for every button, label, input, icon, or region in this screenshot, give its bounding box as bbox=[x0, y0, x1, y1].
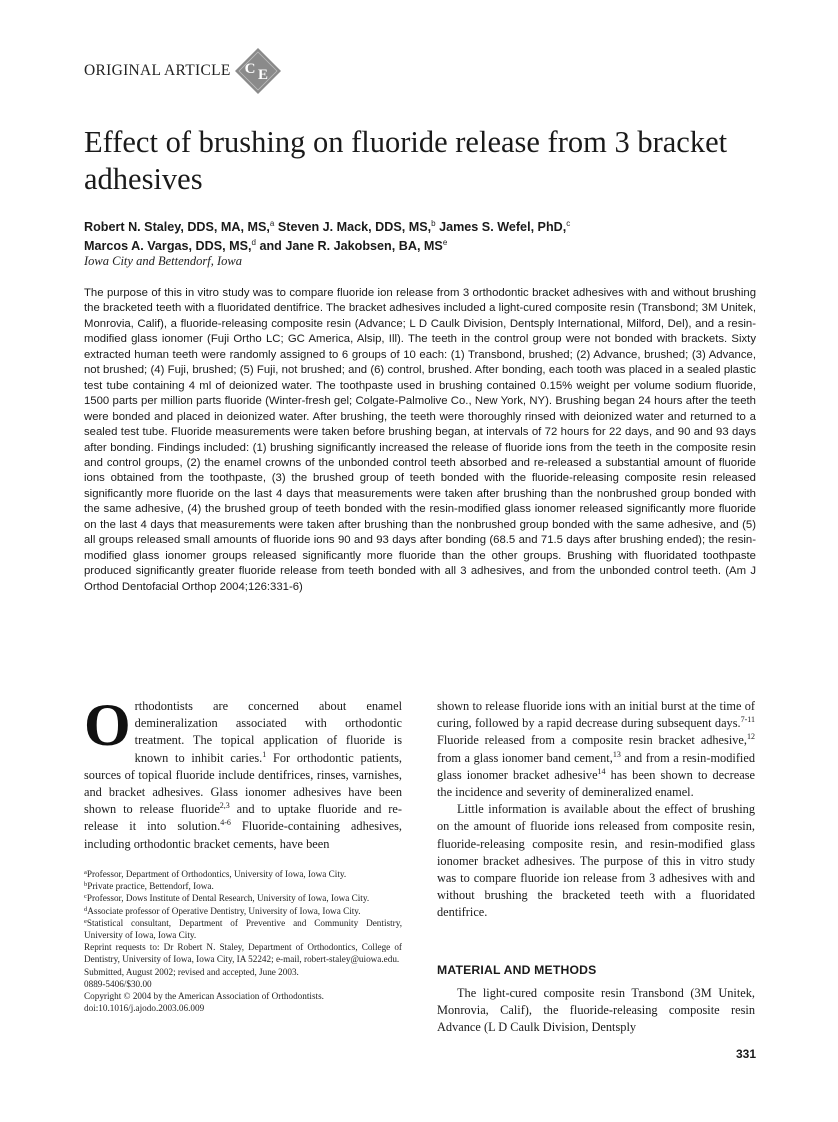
author-staley: Robert N. Staley, DDS, MA, MS, bbox=[84, 220, 270, 234]
doi-link[interactable]: doi:10.1016/j.ajodo.2003.06.009 bbox=[84, 1003, 205, 1014]
body-text: For orthodontic patients, sources of topical fluoride include dentifrices, rinses, varnishes, and bracket adhesives. Glass ionomer adhesives have been shown to release fluoride bbox=[84, 750, 402, 817]
methods-column bbox=[437, 985, 755, 1037]
right-column bbox=[437, 698, 755, 922]
reference-mark: 14 bbox=[597, 766, 606, 776]
abstract: The purpose of this in vitro study was to compare fluoride ion release from 3 orthodontic bracket adhesives with and without brushing the bracketed teeth with a fluoridated dentifrice. The bracket adhesives included a light-cured composite resin (Transbond; 3M Unitek, Monrovia, Calif), a fluoride-releasing composite resin (Advance; L D Caulk Division, Dentsply International, Milford, Del), and a resin-modified glass ionomer (Fuji Ortho LC; GC America, Alsip, Ill). The teeth in the control group were not bonded with brackets. Sixty extracted human teeth were randomly assigned to 6 groups of 10 each: (1) Transbond, brushed; (2) Advance, brushed; (3) Advance, not brushed; (4) Fuji, brushed; (5) Fuji, not brushed; and (6) control, brushed. After bonding, each tooth was placed in a sealed plastic test tube containing 4 ml of deionized water. The toothpaste used in brushing contained 0.15% weight per volume sodium fluoride, 1500 parts per million parts fluoride (Winter-fresh gel; Colgate-Palmolive Co., New York, NY). Brushing began 24 hours after the teeth were bonded and placed in deionized water. After brushing, the teeth were thoroughly rinsed with deionized water and returned to a sealed test tube. Fluoride measurements were taken before brushing began, at intervals of 72 hours for 22 days, and 90 and 93 days after bonding. Findings included: (1) brushing significantly increased the release of fluoride ions from the teeth in the composite resin and control groups, (2) the enamel crowns of the unbonded control teeth absorbed and re-released a substantial amount of fluoride ions obtained from the toothpaste, (3) the brushed group of teeth bonded with the fluoride-releasing composite resin released significantly more fluoride on the last 4 days that measurements were taken after brushing than the nonbrushed group bonded with the same adhesive, (4) the brushed group of teeth bonded with the resin-modified glass ionomer released significantly more fluoride on the last 4 days that measurements were taken after brushing than the nonbrushed group bonded with the same adhesive, and (5) all groups released small amounts of fluoride ions 90 and 93 days after bonding (68.5 and 71.5 days after brushing ended); the resin-modified glass ionomer groups released significantly more fluoride than the other groups. Brushing with fluoridated toothpaste produced significantly greater fluoride release from teeth bonded with all 3 adhesives, and from the unbonded control teeth. (Am J Orthod Dentofacial Orthop 2004;126:331-6) bbox=[84, 287, 756, 593]
submission-dates: Submitted, August 2002; revised and accepted, June 2003. bbox=[84, 966, 299, 977]
ce-badge bbox=[233, 46, 283, 96]
footnote-e bbox=[84, 917, 402, 941]
reference-mark: 4-6 bbox=[220, 818, 231, 828]
affiliation-mark: c bbox=[566, 219, 571, 228]
footnote-b bbox=[84, 880, 402, 892]
reference-mark: 2,3 bbox=[219, 801, 230, 811]
affiliation-mark: e bbox=[442, 237, 448, 247]
reference-mark: 7-11 bbox=[740, 715, 755, 725]
author-jakobsen: and Jane R. Jakobsen, BA, MS bbox=[255, 238, 443, 253]
reference-mark: 1 bbox=[262, 749, 267, 759]
copyright: Copyright © 2004 by the American Association of Orthodontists. bbox=[84, 991, 324, 1002]
reference-mark: 13 bbox=[612, 749, 621, 759]
reference-mark: 12 bbox=[747, 732, 755, 742]
section-heading-methods: MATERIAL AND METHODS bbox=[437, 963, 597, 977]
author-wefel: James S. Wefel, PhD, bbox=[435, 220, 567, 234]
author-location: Iowa City and Bettendorf, Iowa bbox=[84, 254, 242, 268]
footnote-d bbox=[84, 905, 402, 917]
footnote-text: Professor, Dows Institute of Dental Research, University of Iowa, Iowa City. bbox=[86, 893, 370, 904]
body-text: Fluoride-containing adhesives, including orthodontic bracket cements, have been bbox=[84, 819, 402, 851]
ce-diamond-icon bbox=[233, 46, 283, 96]
body-text: Fluoride released from a composite resin bracket adhesive, bbox=[437, 733, 747, 748]
footnote-text: Professor, Department of Orthodontics, University of Iowa, Iowa City. bbox=[86, 869, 347, 879]
footnotes bbox=[84, 868, 402, 1014]
article-type-label: ORIGINAL ARTICLE bbox=[84, 62, 231, 79]
svg-text:C: C bbox=[244, 61, 256, 77]
intro-continued-paragraph bbox=[437, 698, 755, 801]
body-text: and from a resin-modified glass ionomer bracket adhesive bbox=[437, 750, 756, 782]
drop-cap: O bbox=[84, 692, 131, 758]
article-title: Effect of brushing on fluoride release from 3 bracket adhesives bbox=[84, 125, 728, 196]
methods-paragraph: The light-cured composite resin Transbond (3M Unitek, Monrovia, Calif), the fluoride-releasing composite resin Advance (L D Caulk Division, Dentsply bbox=[437, 986, 755, 1035]
footnote-a bbox=[84, 868, 402, 880]
article-header bbox=[84, 46, 283, 96]
footnote-mark: b bbox=[84, 881, 88, 889]
author-mack: Steven J. Mack, DDS, MS, bbox=[274, 220, 432, 234]
affiliation-mark: d bbox=[251, 237, 256, 247]
author-list bbox=[84, 218, 764, 255]
body-text: and to uptake fluoride and re-release it into solution. bbox=[84, 802, 402, 834]
svg-text:E: E bbox=[257, 67, 268, 83]
footnote-text: Associate professor of Operative Dentistry, University of Iowa, Iowa City. bbox=[87, 905, 361, 916]
purpose-paragraph: Little information is available about the effect of brushing on the amount of fluoride ions released from composite resin, fluoride-releasing composite resin, and resin-modified glass ionomer bracket adhesives. The purpose of this in vitro study was to compare fluoride ion release from 3 adhesives with and without brushing the bracketed teeth with a fluoridated dentifrice. bbox=[437, 802, 755, 920]
footnote-text: Private practice, Bettendorf, Iowa. bbox=[87, 881, 214, 892]
body-text: rthodontists are concerned about enamel demineralization associated with orthodontic treatment. The topical application of fluoride is known to inhibit caries. bbox=[134, 699, 402, 765]
author-vargas: Marcos A. Vargas, DDS, MS, bbox=[84, 238, 252, 253]
footnote-text: Statistical consultant, Department of Preventive and Community Dentistry, University of Iowa, Iowa City. bbox=[84, 917, 402, 941]
affiliation-mark: a bbox=[269, 219, 275, 228]
affiliation-mark: b bbox=[431, 219, 436, 228]
body-text: has been shown to decrease the incidence and severity of demineralized enamel. bbox=[437, 767, 755, 800]
footnote-mark: c bbox=[84, 893, 87, 901]
body-text: shown to release fluoride ions with an initial burst at the time of curing, followed by a rapid decrease during subsequent days. bbox=[437, 699, 755, 731]
footnote-mark: a bbox=[84, 869, 87, 876]
footnote-c bbox=[84, 892, 402, 904]
issn: 0889-5406/$30.00 bbox=[84, 978, 152, 989]
footnote-mark: e bbox=[84, 917, 87, 925]
footnote-mark: d bbox=[84, 905, 88, 913]
page-number: 331 bbox=[735, 1047, 756, 1061]
body-text: from a glass ionomer band cement, bbox=[437, 750, 613, 765]
reprint-requests: Reprint requests to: Dr Robert N. Staley, Department of Orthodontics, College of Dentistry, University of Iowa, Iowa City, IA 52242; e-mail, robert-staley@uiowa.edu. bbox=[84, 942, 402, 965]
left-column bbox=[84, 692, 402, 853]
intro-paragraph bbox=[84, 692, 402, 853]
